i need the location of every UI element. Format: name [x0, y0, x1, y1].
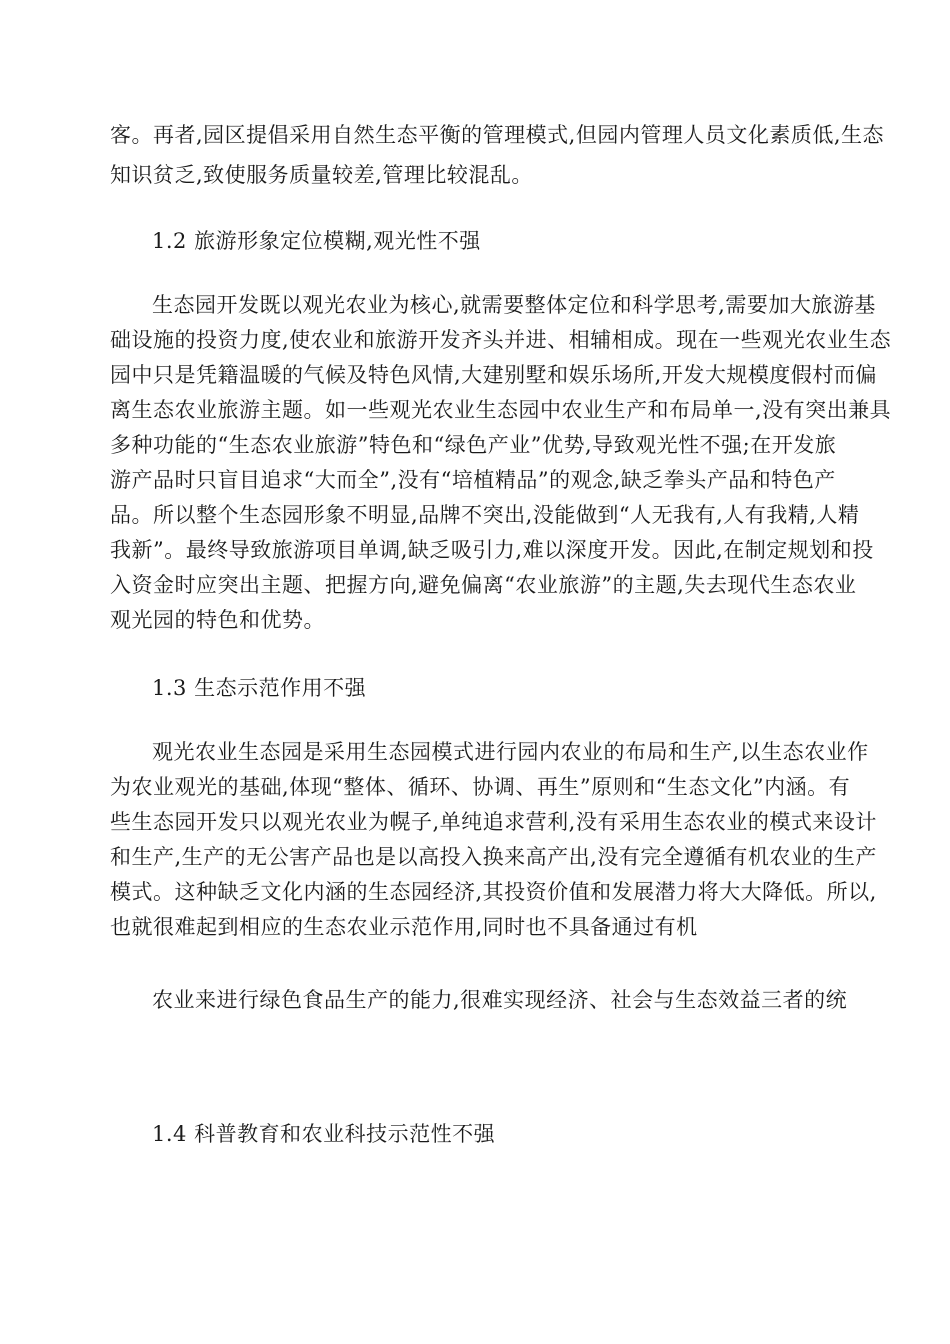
section-1-2-line-3: 园中只是凭籍温暖的气候及特色风情,大建别墅和娱乐场所,开发大规模度假村而偏 [110, 363, 877, 387]
section-1-2-line-1: 生态园开发既以观光农业为核心,就需要整体定位和科学思考,需要加大旅游基 [152, 293, 876, 317]
section-1-2-line-9: 入资金时应突出主题、把握方向,避免偏离“农业旅游”的主题,失去现代生态农业 [110, 573, 857, 597]
section-1-3-line-6: 也就很难起到相应的生态农业示范作用,同时也不具备通过有机 [110, 915, 698, 939]
section-1-2-line-10: 观光园的特色和优势。 [110, 608, 325, 632]
section-1-3-line-4: 和生产,生产的无公害产品也是以高投入换来高产出,没有完全遵循有机农业的生产 [110, 845, 877, 869]
section-1-2-line-6: 游产品时只盲目追求“大而全”,没有“培植精品”的观念,缺乏拳头产品和特色产 [110, 468, 836, 492]
intro-line-2: 知识贫乏,致使服务质量较差,管理比较混乱。 [110, 163, 533, 187]
section-1-2-line-5: 多种功能的“生态农业旅游”特色和“绿色产业”优势,导致观光性不强;在开发旅 [110, 433, 837, 457]
section-1-2-line-4: 离生态农业旅游主题。如一些观光农业生态园中农业生产和布局单一,没有突出兼具 [110, 398, 892, 422]
section-1-3-line-3: 些生态园开发只以观光农业为幌子,单纯追求营利,没有采用生态农业的模式来设计 [110, 810, 877, 834]
intro-line-1: 客。再者,园区提倡采用自然生态平衡的管理模式,但园内管理人员文化素质低,生态 [110, 123, 885, 147]
section-heading-1-4: 1.4 科普教育和农业科技示范性不强 [152, 1122, 496, 1146]
section-heading-1-2: 1.2 旅游形象定位模糊,观光性不强 [152, 229, 481, 253]
section-1-2-line-8: 我新”。最终导致旅游项目单调,缺乏吸引力,难以深度开发。因此,在制定规划和投 [110, 538, 874, 562]
section-1-3-line-5: 模式。这种缺乏文化内涵的生态园经济,其投资价值和发展潜力将大大降低。所以, [110, 880, 877, 904]
section-heading-1-3: 1.3 生态示范作用不强 [152, 676, 367, 700]
section-1-3-continuation: 农业来进行绿色食品生产的能力,很难实现经济、社会与生态效益三者的统 [152, 988, 848, 1012]
section-1-3-line-1: 观光农业生态园是采用生态园模式进行园内农业的布局和生产,以生态农业作 [152, 740, 869, 764]
section-1-2-line-7: 品。所以整个生态园形象不明显,品牌不突出,没能做到“人无我有,人有我精,人精 [110, 503, 860, 527]
section-1-3-line-2: 为农业观光的基础,体现“整体、循环、协调、再生”原则和“生态文化”内涵。有 [110, 775, 851, 799]
section-1-2-line-2: 础设施的投资力度,使农业和旅游开发齐头并进、相辅相成。现在一些观光农业生态 [110, 328, 892, 352]
